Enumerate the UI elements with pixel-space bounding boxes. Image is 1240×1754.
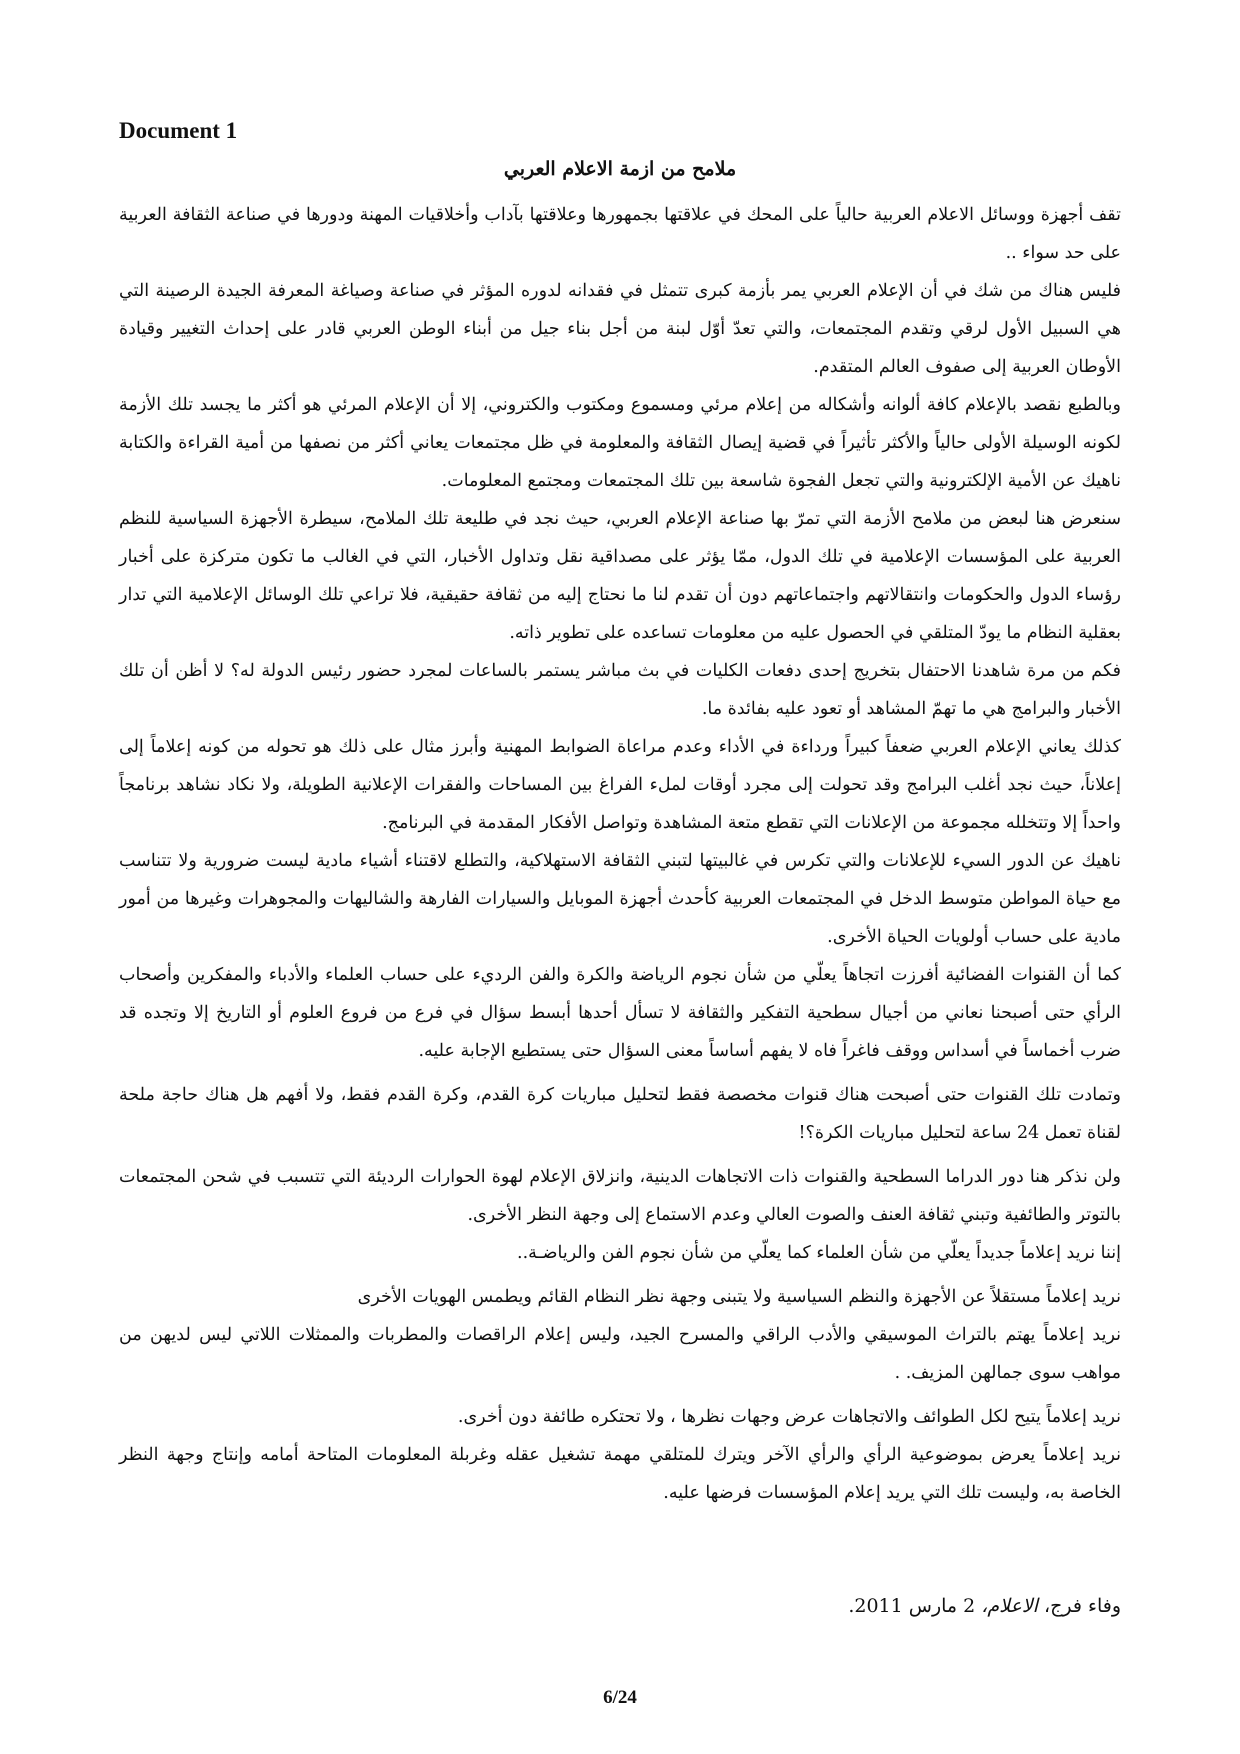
article-body [119, 196, 1121, 1512]
paragraph: نريد إعلاماً يهتم بالتراث الموسيقي والأدب الراقي والمسرح الجيد، وليس إعلام الراقصات والمطربات والممثلات اللاتي ليس لديهن من مواهب سوى جمالهن المزيف. . [119, 1325, 1121, 1383]
source-date: 2 مارس 2011. [848, 1595, 976, 1617]
source-author: وفاء فرج، [1044, 1595, 1121, 1617]
page-number: 6/24 [603, 1687, 637, 1708]
paragraph: نريد إعلاماً مستقلاً عن الأجهزة والنظم السياسية ولا يتبنى وجهة نظر النظام القائم ويطمس الهويات الأخرى [357, 1287, 1121, 1307]
paragraph: ناهيك عن الدور السيء للإعلانات والتي تكرس في غالبيتها لتبني الثقافة الاستهلاكية، والتطلع لاقتناء أشياء مادية ليست ضرورية ولا تتناسب مع حياة المواطن متوسط الدخل في المجتمعات العربية كأحدث أجهزة الموبايل والسيارات الفارهة والشاليهات والمجوهرات وغيرها من أمور مادية على حساب أولويات الحياة الأخرى. [119, 851, 1121, 947]
document-label: Document 1 [119, 118, 238, 143]
paragraph: إننا نريد إعلاماً جديداً يعلّي من شأن العلماء كما يعلّي من شأن نجوم الفن والرياضـة.. [517, 1243, 1121, 1263]
source-publication: الاعلام، [981, 1595, 1038, 1617]
paragraph: نريد إعلاماً يتيح لكل الطوائف والاتجاهات عرض وجهات نظرها ، ولا تحتكره طائفة دون أخرى. [457, 1407, 1121, 1427]
paragraph: فكم من مرة شاهدنا الاحتفال بتخريج إحدى دفعات الكليات في بث مباشر يستمر بالساعات لمجرد حضور رئيس الدولة له؟ لا أظن أن تلك الأخبار والبرامج هي ما تهمّ المشاهد أو تعود عليه بفائدة ما. [119, 661, 1121, 719]
paragraph: كذلك يعاني الإعلام العربي ضعفاً كبيراً ورداءة في الأداء وعدم مراعاة الضوابط المهنية وأبرز مثال على ذلك هو تحوله من كونه إعلاماً إلى إعلاناً، حيث نجد أغلب البرامج وقد تحولت إلى مجرد أوقات لملء الفراغ بين المساحات والفقرات الإعلانية الطويلة، ولا نكاد نشاهد برنامجاً واحداً إلا وتتخلله مجموعة من الإعلانات التي تقطع متعة المشاهدة وتواصل الأفكار المقدمة في البرنامج. [119, 737, 1121, 833]
paragraph: وبالطبع نقصد بالإعلام كافة ألوانه وأشكاله من إعلام مرئي ومسموع ومكتوب والكتروني، إلا أن الإعلام المرئي هو أكثر ما يجسد تلك الأزمة لكونه الوسيلة الأولى حالياً والأكثر تأثيراً في قضية إيصال الثقافة والمعلومة في ظل مجتمعات يعاني أكثر من نصفها من أمية القراءة والكتابة ناهيك عن الأمية الإلكترونية والتي تجعل الفجوة شاسعة بين تلك المجتمعات ومجتمع المعلومات. [119, 395, 1121, 491]
paragraph: ولن نذكر هنا دور الدراما السطحية والقنوات ذات الاتجاهات الدينية، وانزلاق الإعلام لهوة الحوارات الرديئة التي تتسبب في شحن المجتمعات بالتوتر والطائفية وتبني ثقافة العنف والصوت العالي وعدم الاستماع إلى وجهة النظر الأخرى. [119, 1167, 1121, 1225]
paragraph: تقف أجهزة ووسائل الاعلام العربية حالياً على المحك في علاقتها بجمهورها وعلاقتها بآداب وأخلاقيات المهنة ودورها في صناعة الثقافة العربية على حد سواء .. [119, 205, 1121, 263]
paragraph: فليس هناك من شك في أن الإعلام العربي يمر بأزمة كبرى تتمثل في فقدانه لدوره المؤثر في صناعة وصياغة المعرفة الجيدة الرصينة التي هي السبيل الأول لرقي وتقدم المجتمعات، والتي تعدّ أوّل لبنة من أجل بناء جيل من أبناء الوطن العربي قادر على إحداث التغيير وقيادة الأوطان العربية إلى صفوف العالم المتقدم. [119, 281, 1121, 377]
source-citation [119, 1595, 1121, 1617]
paragraph: نريد إعلاماً يعرض بموضوعية الرأي والرأي الآخر ويترك للمتلقي مهمة تشغيل عقله وغربلة المعلومات المتاحة أمامه وإنتاج وجهة النظر الخاصة به، وليست تلك التي يريد إعلام المؤسسات فرضها عليه. [119, 1445, 1121, 1503]
article-title: ملامح من ازمة الاعلام العربي [503, 158, 737, 180]
paragraph: سنعرض هنا لبعض من ملامح الأزمة التي تمرّ بها صناعة الإعلام العربي، حيث نجد في طليعة تلك الملامح، سيطرة الأجهزة السياسية للنظم العربية على المؤسسات الإعلامية في تلك الدول، ممّا يؤثر على مصداقية نقل وتداول الأخبار، التي في الغالب ما تكون متركزة على أخبار رؤساء الدول والحكومات وانتقالاتهم واجتماعاتهم دون أن تقدم لنا ما نحتاج إليه من ثقافة حقيقية، فلا تراعي تلك الوسائل الإعلامية التي تدار بعقلية النظام ما يودّ المتلقي في الحصول عليه من معلومات تساعده على تطوير ذاته. [119, 509, 1121, 643]
paragraph: كما أن القنوات الفضائية أفرزت اتجاهاً يعلّي من شأن نجوم الرياضة والكرة والفن الرديء على حساب العلماء والأدباء والمفكرين وأصحاب الرأي حتى أصبحنا نعاني من أجيال سطحية التفكير والثقافة لا تسأل أحدها أبسط سؤال في فرع من فروع العلوم أو التاريخ إلا وتجده قد ضرب أخماساً في أسداس ووقف فاغراً فاه لا يفهم أساساً معنى السؤال حتى يستطيع الإجابة عليه. [119, 965, 1121, 1061]
paragraph: وتمادت تلك القنوات حتى أصبحت هناك قنوات مخصصة فقط لتحليل مباريات كرة القدم، وكرة القدم فقط، ولا أفهم هل هناك حاجة ملحة لقناة تعمل 24 ساعة لتحليل مباريات الكرة؟! [119, 1085, 1121, 1143]
